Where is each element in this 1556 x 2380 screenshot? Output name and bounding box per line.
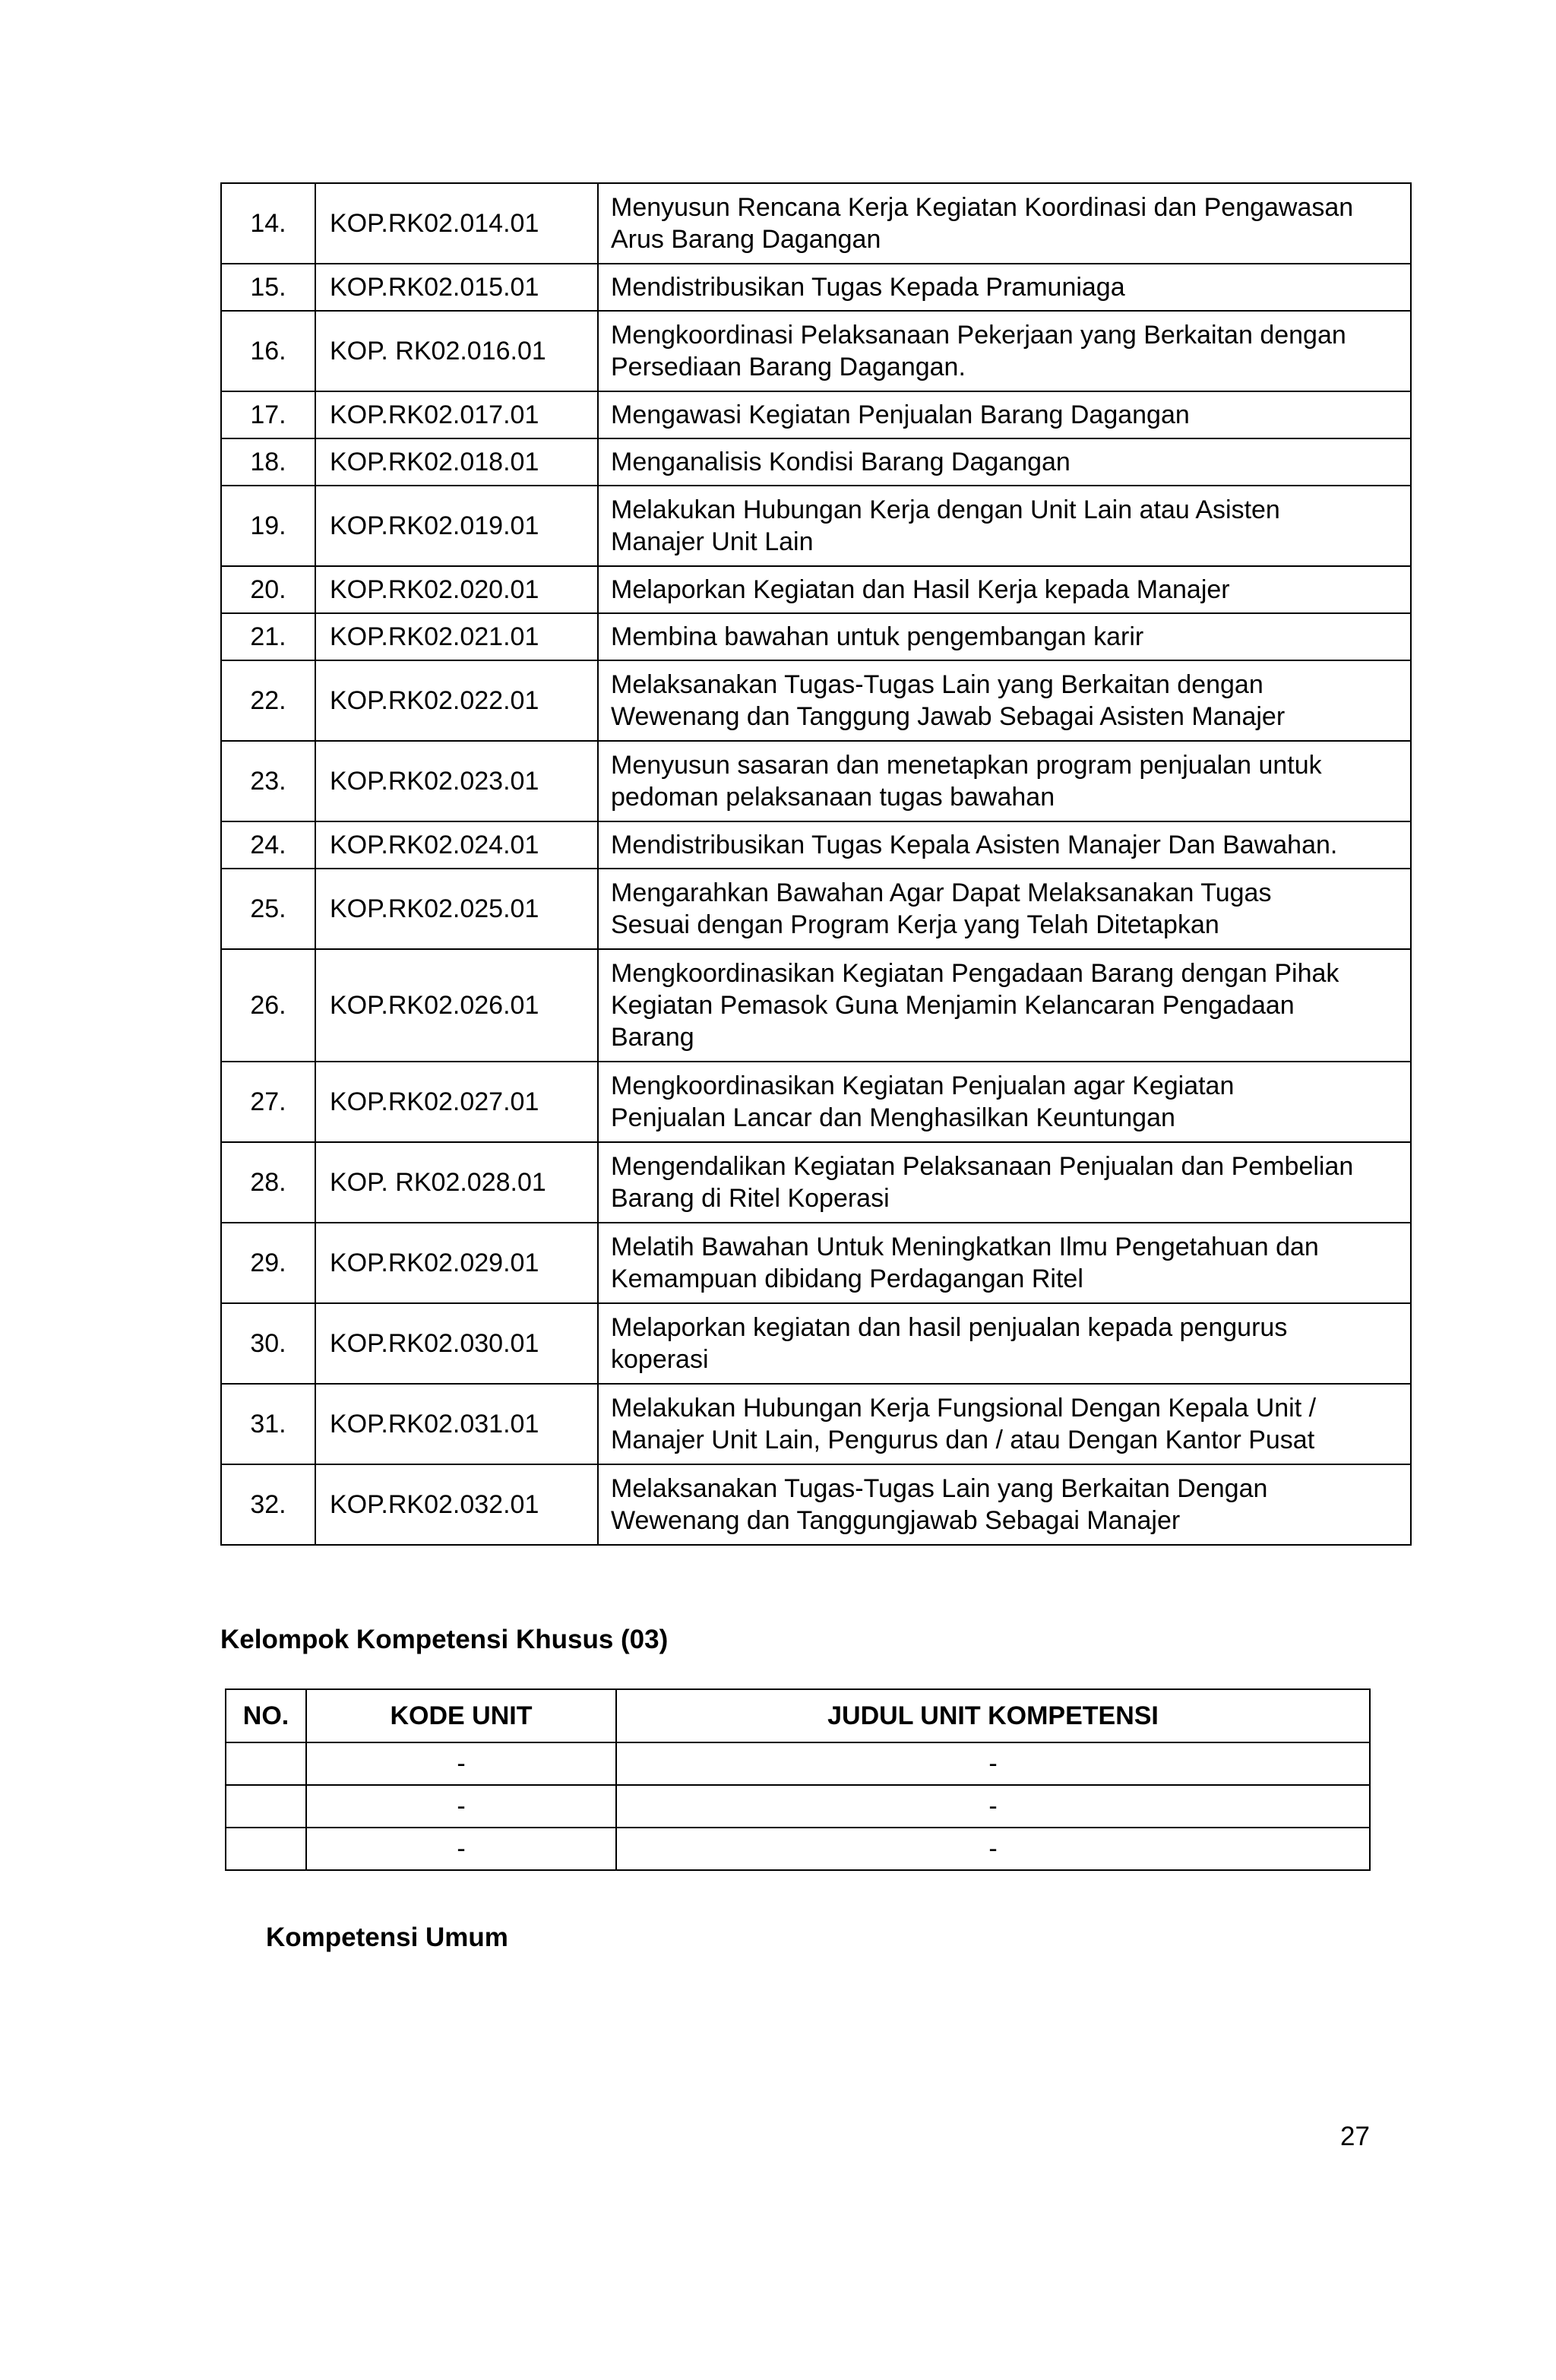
unit-row xyxy=(221,438,1411,486)
unit-judul-cell xyxy=(598,1464,1411,1545)
unit-kode-cell: KOP. RK02.016.01 xyxy=(315,311,598,391)
unit-judul-cell xyxy=(598,311,1411,391)
unit-judul-line: Arus Barang Dagangan xyxy=(611,225,881,254)
khusus-row xyxy=(226,1828,1370,1870)
unit-judul-line: koperasi xyxy=(611,1345,709,1374)
unit-judul-cell xyxy=(598,438,1411,486)
unit-row xyxy=(221,1062,1411,1142)
khusus-judul-cell: - xyxy=(616,1742,1370,1785)
unit-judul-line: Menyusun sasaran dan menetapkan program penjualan untuk xyxy=(611,751,1322,780)
competency-units-body xyxy=(221,183,1411,1545)
unit-judul-cell xyxy=(598,264,1411,311)
unit-judul-cell xyxy=(598,1303,1411,1384)
unit-no-cell: 23. xyxy=(221,741,315,821)
unit-no-cell: 28. xyxy=(221,1142,315,1223)
khusus-judul-cell: - xyxy=(616,1785,1370,1828)
competency-units-table xyxy=(220,182,1412,1546)
unit-no-cell: 22. xyxy=(221,660,315,741)
unit-row xyxy=(221,486,1411,566)
unit-judul-line: Wewenang dan Tanggungjawab Sebagai Manajer xyxy=(611,1506,1181,1535)
khusus-kode-cell: - xyxy=(306,1742,616,1785)
unit-row xyxy=(221,821,1411,869)
header-kode-unit: KODE UNIT xyxy=(306,1689,616,1742)
khusus-kode-cell: - xyxy=(306,1785,616,1828)
unit-kode-cell: KOP.RK02.032.01 xyxy=(315,1464,598,1545)
unit-kode-cell: KOP.RK02.018.01 xyxy=(315,438,598,486)
unit-no-cell: 30. xyxy=(221,1303,315,1384)
unit-judul-cell xyxy=(598,391,1411,438)
unit-judul-line: Mengkoordinasikan Kegiatan Penjualan agar Kegiatan xyxy=(611,1071,1235,1100)
unit-no-cell: 21. xyxy=(221,613,315,660)
khusus-no-cell xyxy=(226,1828,306,1870)
unit-judul-line: Kegiatan Pemasok Guna Menjamin Kelancaran Pengadaan xyxy=(611,991,1295,1020)
unit-no-cell: 15. xyxy=(221,264,315,311)
unit-judul-line: Membina bawahan untuk pengembangan karir xyxy=(611,622,1144,651)
unit-kode-cell: KOP.RK02.017.01 xyxy=(315,391,598,438)
unit-row xyxy=(221,566,1411,613)
unit-row xyxy=(221,660,1411,741)
unit-judul-line: Barang xyxy=(611,1023,694,1052)
unit-no-cell: 16. xyxy=(221,311,315,391)
unit-row xyxy=(221,1384,1411,1464)
unit-judul-line: Kemampuan dibidang Perdagangan Ritel xyxy=(611,1264,1083,1293)
unit-judul-line: Melaporkan kegiatan dan hasil penjualan kepada pengurus xyxy=(611,1313,1288,1342)
unit-judul-line: Melaksanakan Tugas-Tugas Lain yang Berkaitan dengan xyxy=(611,670,1263,699)
unit-judul-line: Mendistribusikan Tugas Kepala Asisten Manajer Dan Bawahan. xyxy=(611,831,1338,859)
unit-kode-cell: KOP.RK02.023.01 xyxy=(315,741,598,821)
unit-judul-cell xyxy=(598,566,1411,613)
unit-row xyxy=(221,264,1411,311)
unit-judul-line: Mengendalikan Kegiatan Pelaksanaan Penjualan dan Pembelian xyxy=(611,1152,1354,1181)
unit-judul-cell xyxy=(598,741,1411,821)
unit-judul-line: Sesuai dengan Program Kerja yang Telah Ditetapkan xyxy=(611,910,1219,939)
unit-kode-cell: KOP.RK02.031.01 xyxy=(315,1384,598,1464)
unit-judul-cell xyxy=(598,1062,1411,1142)
khusus-table xyxy=(225,1688,1371,1871)
unit-kode-cell: KOP.RK02.030.01 xyxy=(315,1303,598,1384)
header-no: NO. xyxy=(226,1689,306,1742)
unit-judul-line: Menyusun Rencana Kerja Kegiatan Koordinasi dan Pengawasan xyxy=(611,193,1354,222)
unit-no-cell: 25. xyxy=(221,869,315,949)
umum-section-title: Kompetensi Umum xyxy=(266,1923,508,1952)
unit-judul-line: Persediaan Barang Dagangan. xyxy=(611,353,966,381)
unit-judul-line: Barang di Ritel Koperasi xyxy=(611,1184,890,1213)
unit-judul-line: Melaporkan Kegiatan dan Hasil Kerja kepada Manajer xyxy=(611,575,1230,604)
unit-row xyxy=(221,869,1411,949)
unit-row xyxy=(221,1142,1411,1223)
unit-no-cell: 19. xyxy=(221,486,315,566)
unit-judul-line: Wewenang dan Tanggung Jawab Sebagai Asisten Manajer xyxy=(611,702,1286,731)
unit-kode-cell: KOP.RK02.027.01 xyxy=(315,1062,598,1142)
khusus-kode-cell: - xyxy=(306,1828,616,1870)
unit-judul-line: Mendistribusikan Tugas Kepada Pramuniaga xyxy=(611,273,1125,302)
unit-no-cell: 32. xyxy=(221,1464,315,1545)
unit-row xyxy=(221,1464,1411,1545)
unit-no-cell: 29. xyxy=(221,1223,315,1303)
unit-kode-cell: KOP.RK02.019.01 xyxy=(315,486,598,566)
unit-kode-cell: KOP.RK02.022.01 xyxy=(315,660,598,741)
unit-row xyxy=(221,1223,1411,1303)
unit-judul-line: Penjualan Lancar dan Menghasilkan Keuntungan xyxy=(611,1103,1175,1132)
khusus-row xyxy=(226,1785,1370,1828)
khusus-judul-cell: - xyxy=(616,1828,1370,1870)
unit-row xyxy=(221,741,1411,821)
unit-judul-line: Mengkoordinasi Pelaksanaan Pekerjaan yang Berkaitan dengan xyxy=(611,321,1346,350)
unit-judul-cell xyxy=(598,183,1411,264)
page-number: 27 xyxy=(1340,2122,1370,2151)
unit-no-cell: 27. xyxy=(221,1062,315,1142)
unit-no-cell: 24. xyxy=(221,821,315,869)
unit-judul-line: Mengawasi Kegiatan Penjualan Barang Dagangan xyxy=(611,400,1190,429)
unit-judul-cell xyxy=(598,486,1411,566)
unit-judul-cell xyxy=(598,660,1411,741)
unit-no-cell: 20. xyxy=(221,566,315,613)
unit-judul-cell xyxy=(598,869,1411,949)
unit-judul-cell xyxy=(598,1223,1411,1303)
khusus-no-cell xyxy=(226,1742,306,1785)
unit-judul-line: pedoman pelaksanaan tugas bawahan xyxy=(611,783,1055,812)
unit-kode-cell: KOP. RK02.028.01 xyxy=(315,1142,598,1223)
unit-judul-line: Manajer Unit Lain, Pengurus dan / atau Dengan Kantor Pusat xyxy=(611,1426,1315,1454)
unit-judul-cell xyxy=(598,1384,1411,1464)
unit-kode-cell: KOP.RK02.024.01 xyxy=(315,821,598,869)
unit-no-cell: 26. xyxy=(221,949,315,1062)
unit-judul-line: Mengarahkan Bawahan Agar Dapat Melaksanakan Tugas xyxy=(611,878,1272,907)
unit-judul-line: Melaksanakan Tugas-Tugas Lain yang Berkaitan Dengan xyxy=(611,1474,1268,1503)
unit-row xyxy=(221,613,1411,660)
unit-judul-cell xyxy=(598,949,1411,1062)
unit-kode-cell: KOP.RK02.026.01 xyxy=(315,949,598,1062)
unit-judul-line: Mengkoordinasikan Kegiatan Pengadaan Barang dengan Pihak xyxy=(611,959,1339,988)
unit-judul-line: Manajer Unit Lain xyxy=(611,527,814,556)
unit-judul-line: Melatih Bawahan Untuk Meningkatkan Ilmu Pengetahuan dan xyxy=(611,1233,1319,1261)
unit-row xyxy=(221,949,1411,1062)
unit-judul-line: Menganalisis Kondisi Barang Dagangan xyxy=(611,448,1071,476)
khusus-header-row xyxy=(226,1689,1370,1742)
unit-row xyxy=(221,311,1411,391)
unit-kode-cell: KOP.RK02.029.01 xyxy=(315,1223,598,1303)
unit-row xyxy=(221,391,1411,438)
unit-no-cell: 17. xyxy=(221,391,315,438)
unit-judul-cell xyxy=(598,613,1411,660)
khusus-row xyxy=(226,1742,1370,1785)
unit-kode-cell: KOP.RK02.021.01 xyxy=(315,613,598,660)
khusus-no-cell xyxy=(226,1785,306,1828)
unit-judul-line: Melakukan Hubungan Kerja Fungsional Dengan Kepala Unit / xyxy=(611,1394,1317,1423)
unit-kode-cell: KOP.RK02.020.01 xyxy=(315,566,598,613)
unit-kode-cell: KOP.RK02.015.01 xyxy=(315,264,598,311)
unit-judul-line: Melakukan Hubungan Kerja dengan Unit Lain atau Asisten xyxy=(611,495,1280,524)
unit-judul-cell xyxy=(598,821,1411,869)
unit-row xyxy=(221,1303,1411,1384)
unit-row xyxy=(221,183,1411,264)
unit-judul-cell xyxy=(598,1142,1411,1223)
unit-kode-cell: KOP.RK02.025.01 xyxy=(315,869,598,949)
unit-no-cell: 18. xyxy=(221,438,315,486)
unit-kode-cell: KOP.RK02.014.01 xyxy=(315,183,598,264)
header-judul-unit: JUDUL UNIT KOMPETENSI xyxy=(616,1689,1370,1742)
khusus-section-title: Kelompok Kompetensi Khusus (03) xyxy=(220,1625,669,1654)
unit-no-cell: 31. xyxy=(221,1384,315,1464)
unit-no-cell: 14. xyxy=(221,183,315,264)
